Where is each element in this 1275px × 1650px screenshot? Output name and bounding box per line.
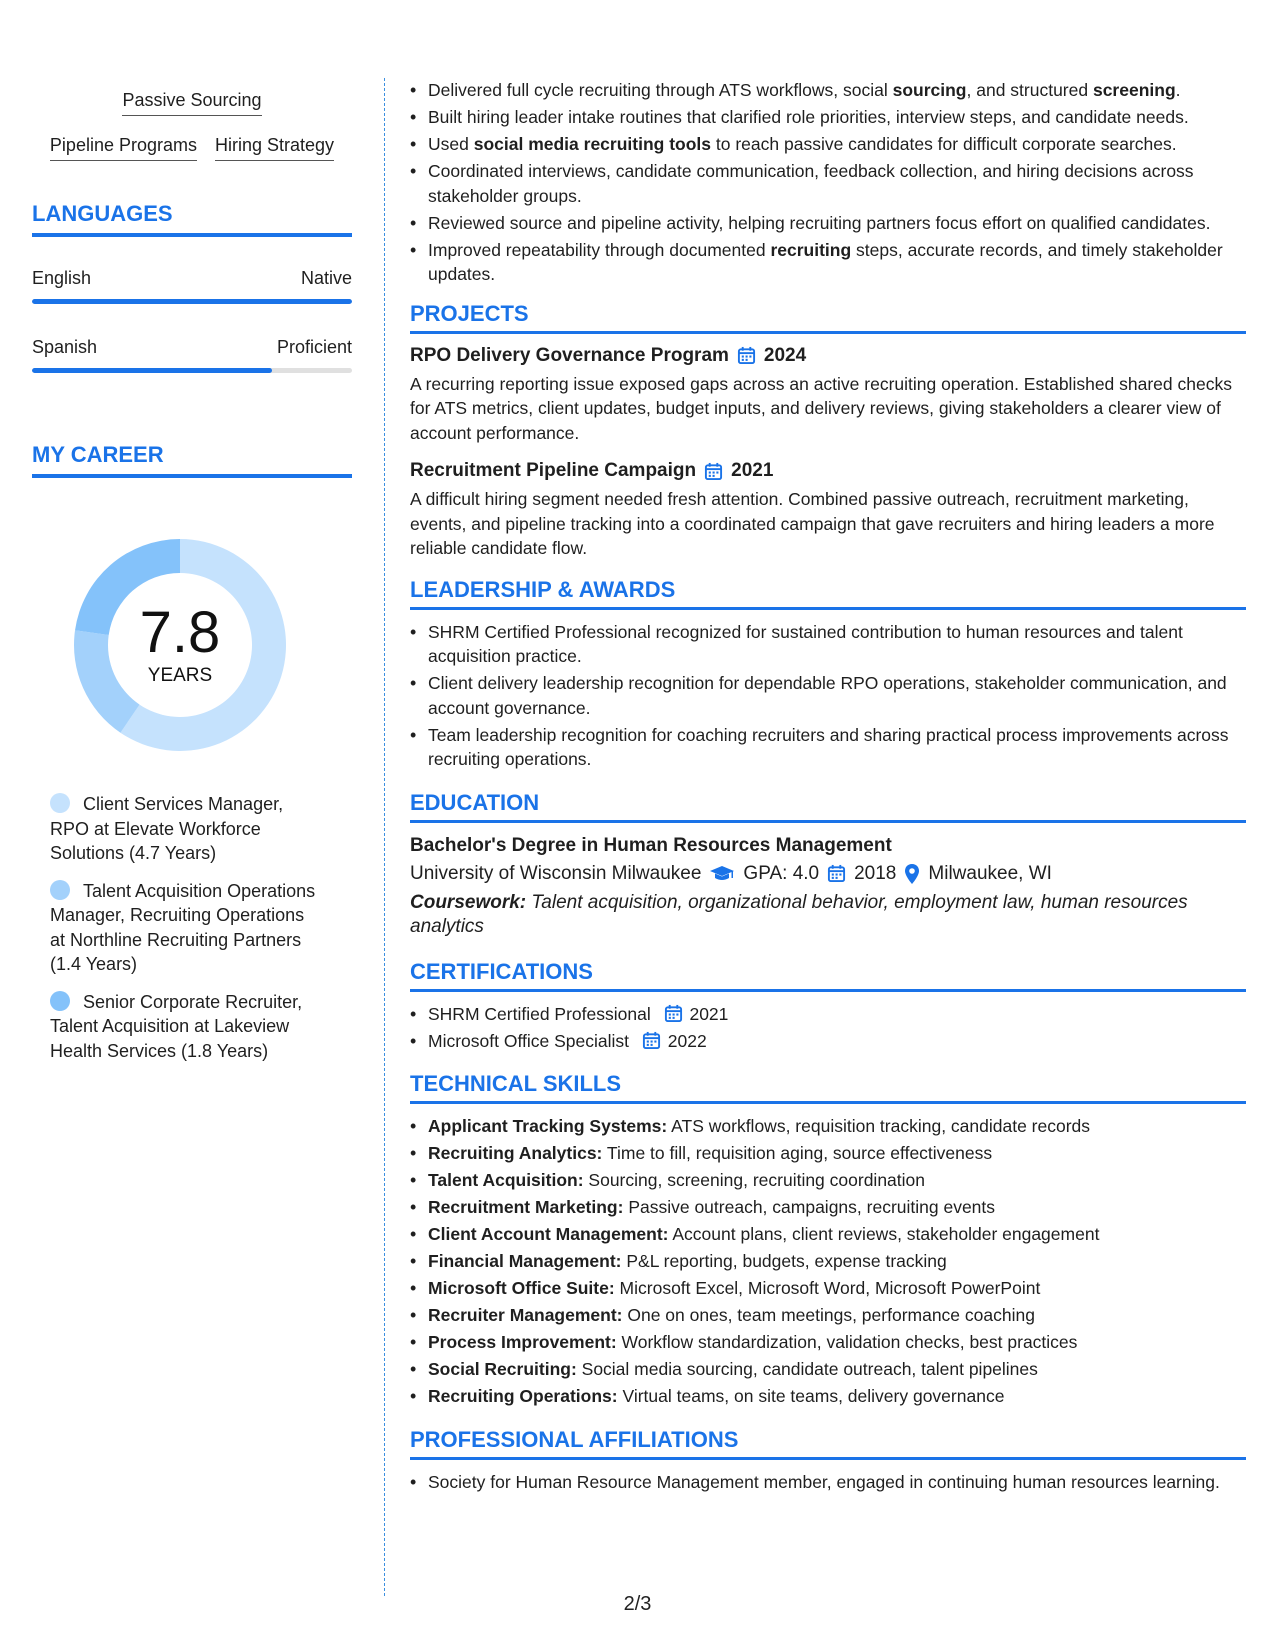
experience-bullet <box>410 78 1246 103</box>
skill-text: Virtual teams, on site teams, delivery governance <box>617 1386 1005 1406</box>
career-total-unit: YEARS <box>147 665 213 686</box>
career-legend <box>50 792 320 1076</box>
language-level-bar <box>32 299 352 304</box>
skill-text: Social media sourcing, candidate outreach, talent pipelines <box>576 1359 1038 1379</box>
project-description: A difficult hiring segment needed fresh attention. Combined passive outreach, recruitment marketing, events, and pipeline tracking into a coordinated campaign that gave recruiters and hiring leaders a more reliable candidate flow. <box>410 489 1215 558</box>
experience-bullet <box>410 159 1246 208</box>
certification-name: SHRM Certified Professional <box>428 1003 651 1024</box>
language-level: Native <box>300 268 352 288</box>
skill-item <box>410 1168 1246 1193</box>
school-name: University of Wisconsin Milwaukee <box>410 862 702 884</box>
column-divider <box>384 78 385 1596</box>
skill-item <box>410 1276 1246 1301</box>
skill-item <box>410 1141 1246 1166</box>
education-heading: EDUCATION <box>410 790 1246 823</box>
career-donut-chart <box>67 532 293 758</box>
skill-item <box>410 1330 1246 1355</box>
skill-item <box>410 1114 1246 1139</box>
experience-bullet <box>410 105 1246 130</box>
skill-label: Recruitment Marketing: <box>428 1197 624 1217</box>
certification-item <box>410 1029 1246 1054</box>
project-year: 2021 <box>731 460 774 481</box>
calendar-icon <box>737 346 756 365</box>
bullet-text: to reach passive candidates for difficult corporate searches. <box>711 134 1177 154</box>
skill-label: Recruiter Management: <box>428 1305 623 1325</box>
graduation-year: 2018 <box>854 862 897 884</box>
skill-label: Financial Management: <box>428 1251 622 1271</box>
skill-text: P&L reporting, budgets, expense tracking <box>621 1251 947 1271</box>
language-name: Spanish <box>32 337 98 357</box>
career-total-years: 7.8 <box>139 600 221 665</box>
skill-text: Sourcing, screening, recruiting coordination <box>583 1170 926 1190</box>
bullet-text: Used <box>428 134 474 154</box>
awards-list <box>410 620 1246 772</box>
skill-label: Microsoft Office Suite: <box>428 1278 615 1298</box>
legend-dot <box>50 880 70 900</box>
affiliations-heading: PROFESSIONAL AFFILIATIONS <box>410 1427 1246 1460</box>
experience-bullets <box>410 78 1246 287</box>
strengths-row-2 <box>32 134 352 161</box>
skill-text: ATS workflows, requisition tracking, candidate records <box>667 1116 1091 1136</box>
career-legend-item <box>50 990 320 1064</box>
project-title: RPO Delivery Governance Program <box>410 344 729 366</box>
language-level-bar <box>32 368 352 373</box>
bullet-text: Reviewed source and pipeline activity, helping recruiting partners focus effort on qualified candidates. <box>428 212 1211 233</box>
calendar-icon <box>664 1004 683 1023</box>
calendar-icon <box>704 462 723 481</box>
career-legend-text: Senior Corporate Recruiter, Talent Acquisition at Lakeview Health Services (1.8 Years) <box>50 991 303 1061</box>
skill-item <box>410 1357 1246 1382</box>
skills-heading: TECHNICAL SKILLS <box>410 1071 1246 1104</box>
gpa: GPA: 4.0 <box>743 862 820 884</box>
coursework <box>410 891 1246 939</box>
skill-item <box>410 1303 1246 1328</box>
page-number: 2/3 <box>623 1593 652 1615</box>
skill-text: One on ones, team meetings, performance coaching <box>622 1305 1035 1325</box>
career-legend-item <box>50 792 320 866</box>
education-entry <box>410 833 1246 939</box>
strength-chip: Hiring Strategy <box>215 134 334 161</box>
coursework-label: Coursework: <box>410 891 527 913</box>
certification-year: 2022 <box>667 1030 707 1051</box>
keyword: screening <box>1092 80 1176 100</box>
experience-bullet <box>410 132 1246 157</box>
awards-heading: LEADERSHIP & AWARDS <box>410 577 1246 610</box>
experience-bullet <box>410 211 1246 236</box>
language-level-fill <box>32 368 272 373</box>
career-legend-text: Talent Acquisition Operations Manager, Recruiting Operations at Northline Recruiting Partners (1.4 Years) <box>50 880 316 974</box>
career-legend-text: Client Services Manager, RPO at Elevate Workforce Solutions (4.7 Years) <box>50 794 284 863</box>
degree-title: Bachelor's Degree in Human Resources Management <box>410 834 892 856</box>
skill-item <box>410 1384 1246 1409</box>
skill-text: Workflow standardization, validation checks, best practices <box>616 1332 1078 1352</box>
keyword: sourcing <box>892 80 967 100</box>
skill-text: Time to fill, requisition aging, source effectiveness <box>602 1143 993 1163</box>
bullet-text: , and structured <box>966 80 1093 100</box>
award-item: • Client delivery leadership recognition for dependable RPO operations, stakeholder communication, and account governance. <box>410 671 1246 720</box>
skill-text: Account plans, client reviews, stakeholder engagement <box>668 1224 1100 1244</box>
project-item <box>410 344 1246 446</box>
certification-name: Microsoft Office Specialist <box>428 1030 629 1051</box>
skill-label: Social Recruiting: <box>428 1359 577 1379</box>
school-location: Milwaukee, WI <box>928 862 1052 884</box>
award-item: • SHRM Certified Professional recognized for sustained contribution to human resources and talent acquisition practice. <box>410 620 1246 669</box>
project-year: 2024 <box>763 344 807 366</box>
certifications-list <box>410 1002 1246 1054</box>
keyword: recruiting <box>770 239 852 260</box>
skill-item <box>410 1222 1246 1247</box>
languages-heading: LANGUAGES <box>32 201 352 237</box>
keyword: social media recruiting tools <box>473 134 712 154</box>
project-title: Recruitment Pipeline Campaign <box>410 460 697 481</box>
career-legend-item <box>50 879 320 977</box>
legend-dot <box>50 991 70 1011</box>
strength-chip: Pipeline Programs <box>50 134 197 161</box>
coursework-text: Talent acquisition, organizational behavior, employment law, human resources analytics <box>410 891 1188 937</box>
bullet-text: Improved repeatability through documented <box>428 239 771 260</box>
career-heading: MY CAREER <box>32 442 352 478</box>
experience-bullet <box>410 238 1246 287</box>
certifications-heading: CERTIFICATIONS <box>410 959 1246 992</box>
strengths-row-1 <box>32 89 352 116</box>
skill-item <box>410 1195 1246 1220</box>
bullet-text: Coordinated interviews, candidate communication, feedback collection, and hiring decisions across stakeholder groups. <box>428 161 1194 206</box>
skill-label: Client Account Management: <box>428 1224 669 1244</box>
language-level: Proficient <box>276 337 352 357</box>
skill-label: Process Improvement: <box>428 1332 617 1352</box>
legend-dot <box>50 793 70 813</box>
main-content <box>410 78 1246 1497</box>
bullet-text: Delivered full cycle recruiting through ATS workflows, social <box>428 80 893 100</box>
bullet-text: . <box>1175 80 1181 100</box>
skills-list <box>410 1114 1246 1409</box>
skill-label: Recruiting Operations: <box>428 1386 618 1406</box>
certification-item <box>410 1002 1246 1027</box>
bullet-text: Built hiring leader intake routines that clarified role priorities, interview steps, and candidate needs. <box>428 107 1189 127</box>
skill-text: Passive outreach, campaigns, recruiting events <box>623 1197 996 1217</box>
language-name: English <box>32 268 92 288</box>
strength-chip: Passive Sourcing <box>122 89 261 116</box>
skill-text: Microsoft Excel, Microsoft Word, Microsoft PowerPoint <box>614 1278 1041 1298</box>
location-pin-icon <box>904 863 920 885</box>
calendar-icon <box>642 1031 661 1050</box>
calendar-icon <box>827 864 846 883</box>
skill-label: Applicant Tracking Systems: <box>428 1116 668 1136</box>
project-description: A recurring reporting issue exposed gaps across an active recruiting operation. Established shared checks for ATS metrics, client updates, budget inputs, and delivery reviews, giving stakeholders a clearer view of account performance. <box>410 373 1232 443</box>
projects-heading: PROJECTS <box>410 301 1246 334</box>
language-spanish <box>32 336 352 373</box>
skill-item <box>410 1249 1246 1274</box>
language-english <box>32 267 352 304</box>
affiliations-list <box>410 1470 1246 1495</box>
certification-year: 2021 <box>689 1003 729 1024</box>
affiliation-item: • Society for Human Resource Management member, engaged in continuing human resources learning. <box>410 1470 1246 1495</box>
skill-label: Recruiting Analytics: <box>428 1143 603 1163</box>
award-item: • Team leadership recognition for coaching recruiters and sharing practical process improvements across recruiting operations. <box>410 723 1246 772</box>
bullet-text: steps, accurate records, and timely stakeholder updates. <box>428 239 1223 284</box>
skill-label: Talent Acquisition: <box>428 1170 584 1190</box>
graduation-cap-icon <box>709 865 735 883</box>
language-level-fill <box>32 299 352 304</box>
project-item <box>410 459 1246 561</box>
